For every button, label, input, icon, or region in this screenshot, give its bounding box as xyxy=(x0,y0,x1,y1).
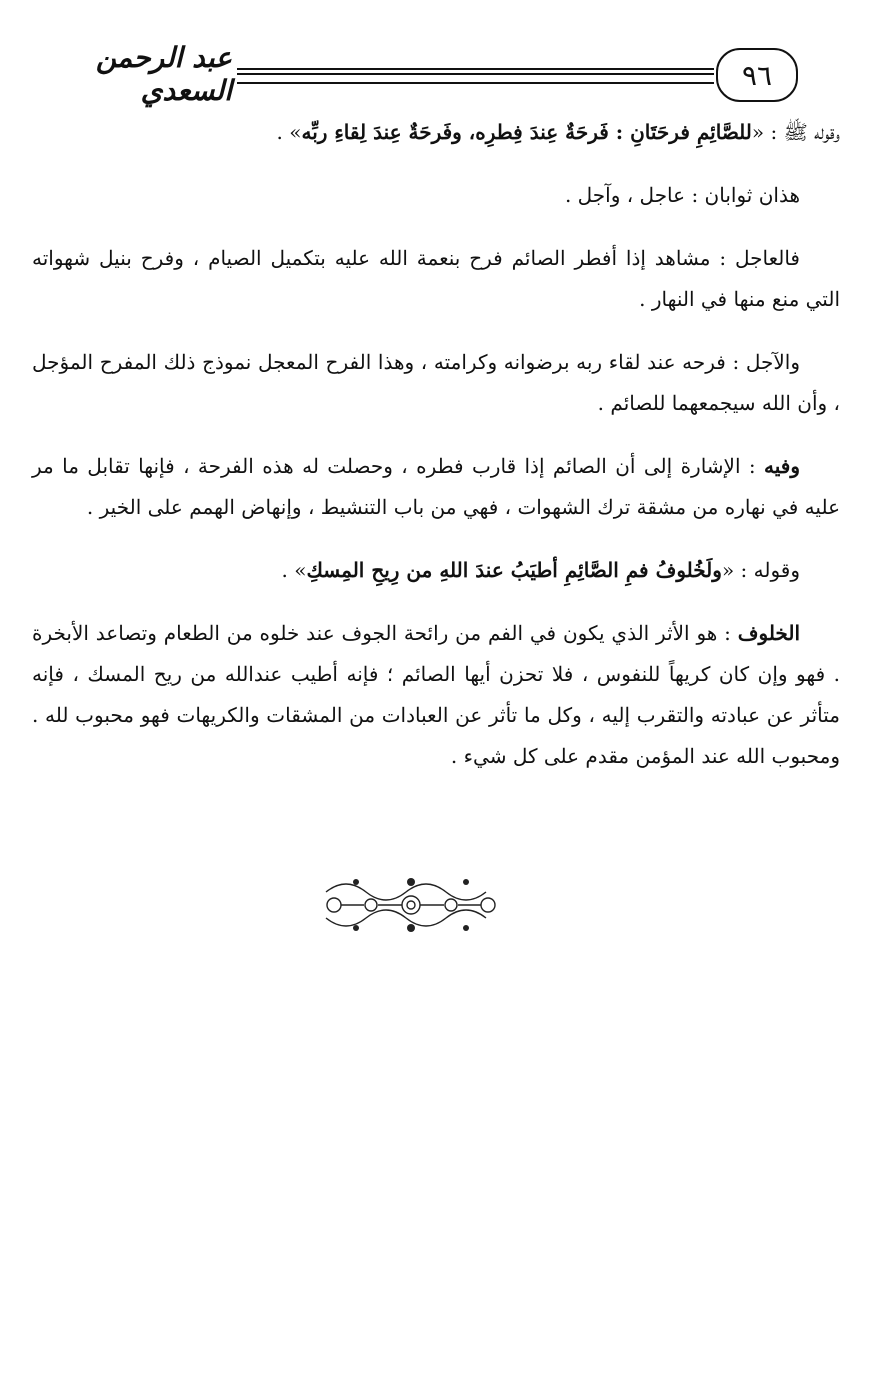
quote-suffix: » . xyxy=(276,120,302,144)
paragraph-khuluf-definition xyxy=(32,613,840,777)
running-head-author: عبد الرحمن السعدي xyxy=(95,41,232,107)
header-rule xyxy=(237,68,714,84)
paragraph-khuluf-quote xyxy=(32,550,840,591)
paragraph-deferred-reward: والآجل : فرحه عند لقاء ربه برضوانه وكرامته ، وهذا الفرح المعجل نموذج ذلك المفرح المؤجل ، وأن الله سيجمعهما للصائم . xyxy=(32,350,840,415)
term-khuluf: الخلوف xyxy=(737,621,800,645)
quote-suffix: » . xyxy=(281,558,307,582)
hadith-quote: للصَّائِمِ فرحَتَانِ : فَرحَةٌ عِندَ فِطرِه، وفَرحَةٌ عِندَ لِقاءِ ربِّه xyxy=(301,120,752,144)
floral-divider-ornament xyxy=(316,870,506,940)
paragraph-immediate-reward: فالعاجل : مشاهد إذا أفطر الصائم فرح بنعمة الله عليه بتكميل الصيام ، وفرح بنيل شهواته التي منع منها في النهار . xyxy=(32,246,840,311)
page-number: ٩٦ xyxy=(716,48,798,102)
paragraph-text: : الإشارة إلى أن الصائم إذا قارب فطره ، وحصلت له هذه الفرحة ، فإنها تقابل ما مر عليه في نهاره من مشقة ترك الشهوات ، فهي من باب التنشيط ، وإنهاض الهمم على الخير . xyxy=(32,454,840,519)
main-text xyxy=(32,112,840,799)
paragraph-text: : هو الأثر الذي يكون في الفم من رائحة الجوف عند خلوه من الطعام وتصاعد الأبخرة . فهو وإن كان كريهاً للنفوس ، فلا تحزن أيها الصائم ؛ فإنه أطيب عندالله من ريح المسك ، فإنه متأثر عن عبادته والتقرب إليه ، وكل ما تأثر عن العبادات من المشقات والكريهات فهو محبوب لله . ومحبوب الله عند المؤمن مقدم على كل شيء . xyxy=(32,621,840,768)
page-header xyxy=(22,40,812,112)
quote-prefix: وقوله : « xyxy=(721,558,800,582)
paragraph-two-rewards: هذان ثوابان : عاجل ، وآجل . xyxy=(564,183,800,207)
quote-prefix: وقوله ﷺ : « xyxy=(751,120,840,144)
hadith-quote: ولَخُلوفُ فمِ الصَّائِمِ أطيَبُ عندَ اللهِ من رِيحِ المِسكِ xyxy=(306,558,722,582)
term-wafihi: وفيه xyxy=(764,454,800,478)
paragraph-hadith-quote xyxy=(32,112,840,153)
paragraph-indication xyxy=(32,446,840,528)
